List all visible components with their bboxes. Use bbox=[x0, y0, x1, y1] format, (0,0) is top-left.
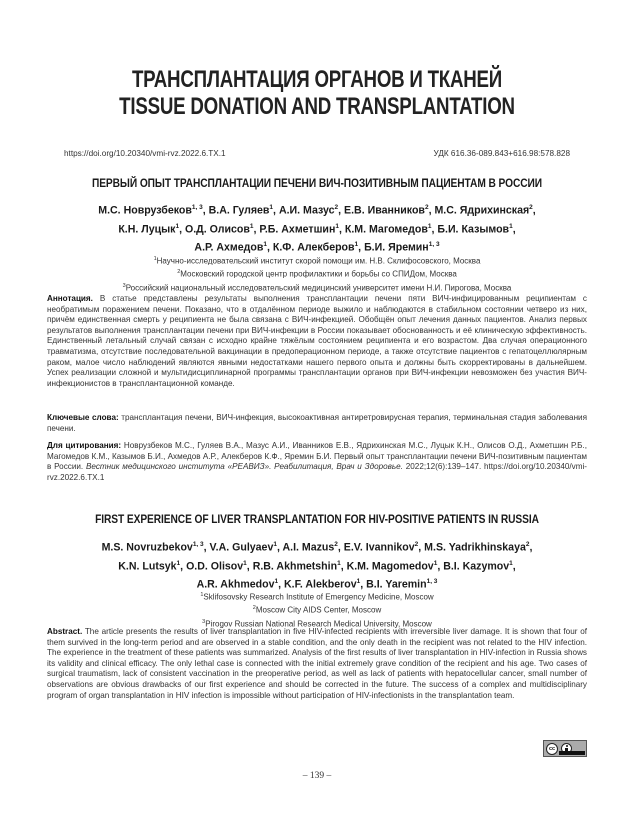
author-name: К.М. Магомедов bbox=[344, 223, 428, 236]
author-sep: , bbox=[512, 223, 516, 236]
author-name: A.I. Mazus bbox=[282, 541, 335, 554]
author-affil-sup: 1 bbox=[509, 222, 513, 230]
abstract-label: Abstract. bbox=[47, 627, 83, 636]
author-affil-sup: 1 bbox=[337, 559, 341, 567]
affiliation-text: Российский национальный исследовательский медицинский университет имени Н.И. Пирогова, Москва bbox=[125, 283, 512, 293]
author-affil-sup: 2 bbox=[525, 541, 530, 548]
author-name: R.B. Akhmetshin bbox=[252, 560, 338, 573]
author-name: К.Ф. Алекберов bbox=[272, 241, 355, 254]
citation-ru bbox=[47, 441, 587, 483]
affiliation-num: 2 bbox=[177, 269, 181, 276]
author-sep: , bbox=[437, 560, 444, 573]
author-affil-sup: 1, 3 bbox=[192, 541, 204, 548]
affiliation-num: 1 bbox=[153, 256, 157, 262]
affiliation-num: 3 bbox=[122, 282, 126, 289]
author-affil-sup: 1, 3 bbox=[191, 204, 203, 211]
author-affil-sup: 1 bbox=[263, 241, 267, 249]
author-sep: , bbox=[278, 578, 284, 591]
udk-code: УДК 616.36-089.843+616.98:578.828 bbox=[433, 149, 570, 158]
citation-text: Новрузбеков М.С., Гуляев В.А., Мазус А.И., Иванников Е.В., Ядрихинская М.С., Луцык К.Н., Олисов О.Д., Ахметшин Р.Б., Магомедов К.М., Казымов Б.И., Ахмедов А.Р., Алекберов К.Ф., Яремин Б.И. Первый опыт трансплантации печени ВИЧ-позитивным пациентам в России. bbox=[47, 441, 588, 472]
keywords-label: Ключевые слова: bbox=[47, 413, 119, 422]
author-sep: , bbox=[246, 560, 253, 573]
author-sep: , bbox=[428, 204, 435, 217]
cc-by-license-badge[interactable] bbox=[543, 740, 587, 757]
author-sep: , bbox=[266, 241, 273, 254]
abstract-text: The article presents the results of liver transplantation in five HIV-infected recipients with irreversible liver damage. It is shown that four of them survived in the long-term period and are observed in a stable condition, and the only death in the recipient was not related to the HIV infection. The experience in the treatment of these patients was summarized. Analysis of the first results of liver transplantation in HIV-infection in Russia shows its validity and clinical efficacy. The only lethal case is connected with the initial extremely grave condition of the recipient and his age. Two cases of surgical traumatism, lack of consistent vaccination in the preoperative period, as well as lack of patients with hepatocellular cancer, small number of observations are obvious drawbacks of our first experience and should be corrected in the future. The success of a complex and multidisciplinary program of organ transplantation in HIV infection is impossible without participation of HIV-infectionists in the transplantation team. bbox=[47, 627, 587, 700]
abstract-en bbox=[47, 627, 587, 701]
author-sep: , bbox=[337, 541, 344, 554]
author-sep: , bbox=[418, 541, 425, 554]
author-name: В.А. Гуляев bbox=[208, 204, 270, 217]
article-title-en: FIRST EXPERIENCE OF LIVER TRANSPLANTATION FOR HIV-POSITIVE PATIENTS IN RUSSIA bbox=[95, 512, 539, 526]
abstract-text: В статье представлены результаты выполнения трансплантации печени пяти ВИЧ-инфицированным реципиентам с необратимым поражением печени. Показано, что в отдалённом периоде выжило и наблюдаются в стабильном состоянии четверо из них, причём единственная смерть у реципиента не была связана с ВИЧ-инфекцией. Обобщён опыт лечения данных пациентов. Анализ первых результатов выполнения трансплантации печени при ВИЧ-инфекции в России показывает обоснованность и её клиническую эффективность. Единственный летальный случай связан с исходно крайне тяжёлым состоянием реципиента и его возрастом. Два случая операционного травматизма, отсутствие последовательной вакцинации в предоперационном периоде, а также отсутствие пациентов с гепатоцеллюлярным раком, малое число наблюдений являются явными недостатками нашего первого опыта и должны быть скорректированы в дальнейшем. Успех реализации сложной и мультидисциплинарной программы трансплантации органов при ВИЧ-инфекции невозможен без участия ВИЧ-инфекционистов в трансплантационной команде. bbox=[47, 294, 587, 388]
keywords-ru bbox=[47, 413, 587, 434]
author-name: К.Н. Луцык bbox=[118, 223, 176, 236]
author-name: K.N. Lutsyk bbox=[118, 560, 177, 573]
author-sep: , bbox=[180, 560, 187, 573]
author-affil-sup: 2 bbox=[529, 204, 533, 211]
author-name: K.M. Magomedov bbox=[346, 560, 434, 573]
author-affil-sup: 2 bbox=[334, 204, 339, 211]
author-name: B.I. Kazymov bbox=[443, 560, 510, 573]
author-affil-sup: 1, 3 bbox=[428, 241, 440, 249]
abstract-label: Аннотация. bbox=[47, 294, 93, 303]
author-sep: , bbox=[532, 204, 536, 217]
author-name: O.D. Olisov bbox=[186, 560, 244, 573]
author-name: А.Р. Ахмедов bbox=[194, 241, 264, 254]
section-heading-en: TISSUE DONATION AND TRANSPLANTATION bbox=[119, 93, 515, 120]
affiliation bbox=[70, 603, 564, 616]
author-line bbox=[70, 219, 564, 238]
author-affil-sup: 1 bbox=[175, 222, 180, 230]
author-name: М.С. Ядрихинская bbox=[434, 204, 530, 217]
citation-tail[interactable]: 2022;12(6):139–147. https://doi.org/10.20340/vmi-rvz.2022.6.TX.1 bbox=[47, 462, 587, 482]
author-sep: , bbox=[358, 241, 365, 254]
author-sep: , bbox=[179, 223, 185, 236]
citation-label: Для цитирования: bbox=[47, 441, 122, 450]
author-sep: , bbox=[529, 541, 533, 554]
affiliation-num: 3 bbox=[202, 618, 206, 625]
author-affil-sup: 1 bbox=[433, 559, 438, 567]
abstract-ru bbox=[47, 294, 587, 389]
author-name: А.И. Мазус bbox=[278, 204, 335, 217]
author-affil-sup: 2 bbox=[334, 541, 338, 548]
author-name: E.V. Ivannikov bbox=[343, 541, 415, 554]
author-line bbox=[70, 237, 564, 256]
keywords-text: трансплантация печени, ВИЧ-инфекция, высокоактивная антиретровирусная терапия, терминальная стадия заболевания печени. bbox=[47, 413, 587, 433]
author-affil-sup: 1 bbox=[427, 222, 432, 230]
author-name: K.F. Alekberov bbox=[283, 578, 357, 591]
citation-journal: Вестник медицинского института «РЕАВИЗ». Реабилитация, Врач и Здоровье. bbox=[85, 462, 403, 472]
affiliation-text: Pirogov Russian National Research Medical University, Moscow bbox=[205, 619, 432, 629]
author-sep: , bbox=[338, 204, 345, 217]
author-sep: , bbox=[512, 560, 516, 573]
author-affil-sup: 2 bbox=[424, 204, 429, 211]
author-name: Р.Б. Ахметшин bbox=[259, 223, 336, 236]
author-name: M.S. Novruzbekov bbox=[101, 541, 193, 554]
author-affil-sup: 1 bbox=[176, 559, 181, 567]
author-name: О.Д. Олисов bbox=[185, 223, 250, 236]
author-sep: , bbox=[276, 541, 283, 554]
author-name: Б.И. Яремин bbox=[364, 241, 429, 254]
author-name: V.A. Gulyaev bbox=[209, 541, 274, 554]
author-affil-sup: 1 bbox=[273, 541, 277, 548]
page-number: – 139 – bbox=[302, 771, 332, 781]
author-name: A.R. Akhmedov bbox=[196, 578, 275, 591]
author-sep: , bbox=[338, 223, 345, 236]
author-affil-sup: 2 bbox=[414, 541, 419, 548]
creative-commons-icon: cc bbox=[546, 743, 558, 755]
author-affil-sup: 1 bbox=[356, 578, 361, 586]
affiliation-num: 1 bbox=[200, 592, 204, 598]
author-sep: , bbox=[253, 223, 260, 236]
affiliation-text: Sklifosovsky Research Institute of Emergency Medicine, Moscow bbox=[203, 592, 434, 602]
author-affil-sup: 1 bbox=[354, 241, 359, 249]
author-sep: , bbox=[273, 204, 279, 217]
author-affil-sup: 1, 3 bbox=[426, 578, 438, 586]
author-affil-sup: 1 bbox=[243, 559, 247, 567]
author-list-ru bbox=[70, 200, 564, 256]
author-name: B.I. Yaremin bbox=[366, 578, 427, 591]
author-sep: , bbox=[431, 223, 438, 236]
author-name: Е.В. Иванников bbox=[344, 204, 425, 217]
affiliation bbox=[70, 281, 564, 294]
author-sep: , bbox=[203, 541, 210, 554]
author-line bbox=[70, 556, 564, 575]
affiliation-text: Научно-исследовательский институт скорой помощи им. Н.В. Склифосовского, Москва bbox=[156, 256, 481, 266]
author-name: М.С. Новрузбеков bbox=[98, 204, 192, 217]
author-affil-sup: 1 bbox=[269, 204, 274, 211]
affiliation-text: Moscow City AIDS Center, Moscow bbox=[255, 606, 382, 616]
author-name: Б.И. Казымов bbox=[437, 223, 510, 236]
affiliation-text: Московский городской центр профилактики и борьбы со СПИДом, Москва bbox=[180, 270, 457, 280]
affiliation-num: 2 bbox=[252, 605, 256, 612]
section-heading-ru: ТРАНСПЛАНТАЦИЯ ОРГАНОВ И ТКАНЕЙ bbox=[131, 66, 503, 93]
author-sep: , bbox=[202, 204, 209, 217]
author-affil-sup: 1 bbox=[249, 222, 254, 230]
affiliation bbox=[70, 267, 564, 280]
affiliation bbox=[70, 254, 564, 267]
author-affil-sup: 1 bbox=[274, 578, 279, 586]
author-sep: , bbox=[340, 560, 347, 573]
author-sep: , bbox=[360, 578, 367, 591]
author-affil-sup: 1 bbox=[509, 559, 513, 567]
affiliations-ru bbox=[70, 254, 564, 294]
affiliations-en bbox=[70, 590, 564, 630]
author-name: M.S. Yadrikhinskaya bbox=[424, 541, 526, 554]
license-label-strip bbox=[559, 751, 585, 755]
affiliation bbox=[70, 590, 564, 603]
author-line bbox=[70, 200, 564, 219]
author-list-en bbox=[70, 537, 564, 593]
author-line bbox=[70, 537, 564, 556]
doi-link[interactable]: https://doi.org/10.20340/vmi-rvz.2022.6.TX.1 bbox=[64, 149, 226, 158]
author-affil-sup: 1 bbox=[335, 222, 339, 230]
article-title-ru: ПЕРВЫЙ ОПЫТ ТРАНСПЛАНТАЦИИ ПЕЧЕНИ ВИЧ-ПОЗИТИВНЫМ ПАЦИЕНТАМ В РОССИИ bbox=[91, 176, 543, 190]
